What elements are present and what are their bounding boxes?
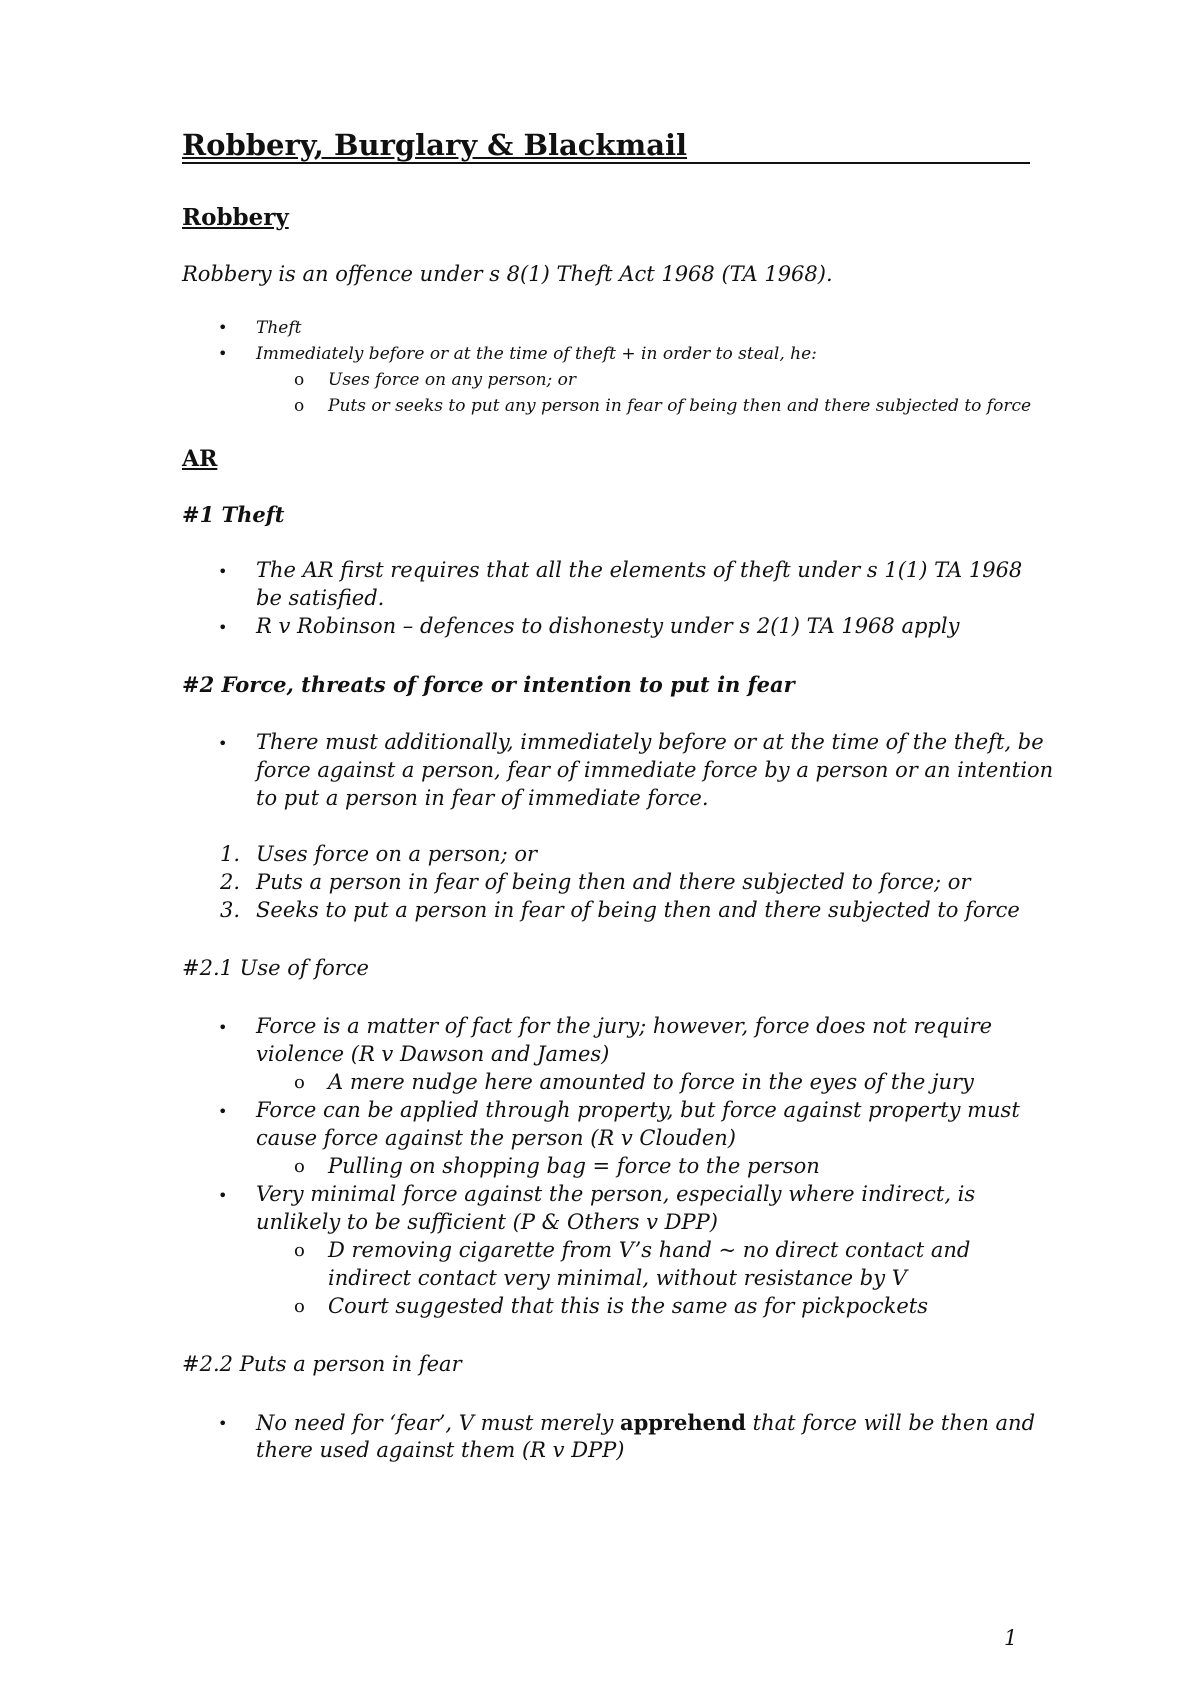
list-item-line: Force can be applied through property, but force against property must (256, 1098, 1020, 1122)
sub-bullet-glyph: o (294, 1296, 305, 1317)
bullet-glyph: • (218, 618, 228, 637)
numbered-item: Seeks to put a person in fear of being then and there subjected to force (256, 898, 1020, 922)
list-item-line: there used against them (R v DPP) (256, 1438, 625, 1462)
numbered-item: Puts a person in fear of being then and there subjected to force; or (256, 870, 971, 894)
sub-list-item: Court suggested that this is the same as for pickpockets (328, 1294, 929, 1318)
list-item-line: force against a person, fear of immediate force by a person or an intention (256, 758, 1054, 782)
bullet-glyph: • (218, 344, 228, 363)
list-item-line: unlikely to be sufficient (P & Others v DPP) (256, 1210, 718, 1234)
bullet-glyph: • (218, 1414, 228, 1433)
list-item-line: be satisfied. (256, 586, 385, 610)
sub-bullet-glyph: o (294, 370, 305, 390)
bullet-glyph: • (218, 1186, 228, 1205)
bullet-glyph: • (218, 318, 228, 337)
ar-heading: AR (182, 446, 218, 472)
fear-text-start: No need for ‘fear’, V must merely (256, 1411, 621, 1435)
sub-list-item: Uses force on any person; or (328, 370, 577, 390)
sub-list-item: A mere nudge here amounted to force in the eyes of the jury (328, 1070, 974, 1094)
list-item-line: Force is a matter of fact for the jury; however, force does not require (256, 1014, 993, 1038)
list-item: Immediately before or at the time of theft + in order to steal, he: (256, 344, 817, 364)
sub-bullet-glyph: o (294, 1072, 305, 1093)
robbery-intro: Robbery is an offence under s 8(1) Theft Act 1968 (TA 1968). (182, 262, 833, 286)
theft-heading: #1 Theft (182, 502, 285, 527)
sub-list-item: Puts or seeks to put any person in fear of being then and there subjected to force (328, 396, 1032, 416)
use-of-force-heading: #2.1 Use of force (182, 956, 369, 980)
bullet-glyph: • (218, 734, 228, 753)
force-heading: #2 Force, threats of force or intention to put in fear (182, 672, 795, 697)
sub-bullet-glyph: o (294, 396, 305, 416)
numbered-label: 1. (220, 842, 241, 866)
numbered-item: Uses force on a person; or (256, 842, 537, 866)
bullet-glyph: • (218, 1102, 228, 1121)
list-item-line: cause force against the person (R v Clouden) (256, 1126, 736, 1150)
sub-bullet-glyph: o (294, 1156, 305, 1177)
list-item-line: to put a person in fear of immediate force. (256, 786, 709, 810)
sub-bullet-glyph: o (294, 1240, 305, 1261)
document-title: Robbery, Burglary & Blackmail (182, 128, 1030, 164)
bullet-glyph: • (218, 1018, 228, 1037)
list-item-line: The AR first requires that all the elements of theft under s 1(1) TA 1968 (256, 558, 1023, 582)
fear-emphasis: apprehend (620, 1410, 746, 1435)
list-item: Theft (256, 318, 302, 338)
sub-list-item-line: D removing cigarette from V’s hand ~ no direct contact and (328, 1238, 971, 1262)
list-item-line (256, 1410, 1035, 1435)
list-item-line: violence (R v Dawson and James) (256, 1042, 610, 1066)
bullet-glyph: • (218, 562, 228, 581)
list-item: R v Robinson – defences to dishonesty under s 2(1) TA 1968 apply (256, 614, 960, 638)
page-number: 1 (1004, 1626, 1018, 1650)
list-item-line: Very minimal force against the person, especially where indirect, is (256, 1182, 976, 1206)
sub-list-item-line: indirect contact very minimal, without resistance by V (328, 1266, 907, 1290)
numbered-label: 2. (220, 870, 241, 894)
list-item-line: There must additionally, immediately before or at the time of the theft, be (256, 730, 1044, 754)
fear-heading: #2.2 Puts a person in fear (182, 1352, 462, 1376)
numbered-label: 3. (220, 898, 241, 922)
sub-list-item: Pulling on shopping bag = force to the person (328, 1154, 820, 1178)
robbery-heading: Robbery (182, 204, 289, 231)
fear-text-end: that force will be then and (746, 1411, 1036, 1435)
